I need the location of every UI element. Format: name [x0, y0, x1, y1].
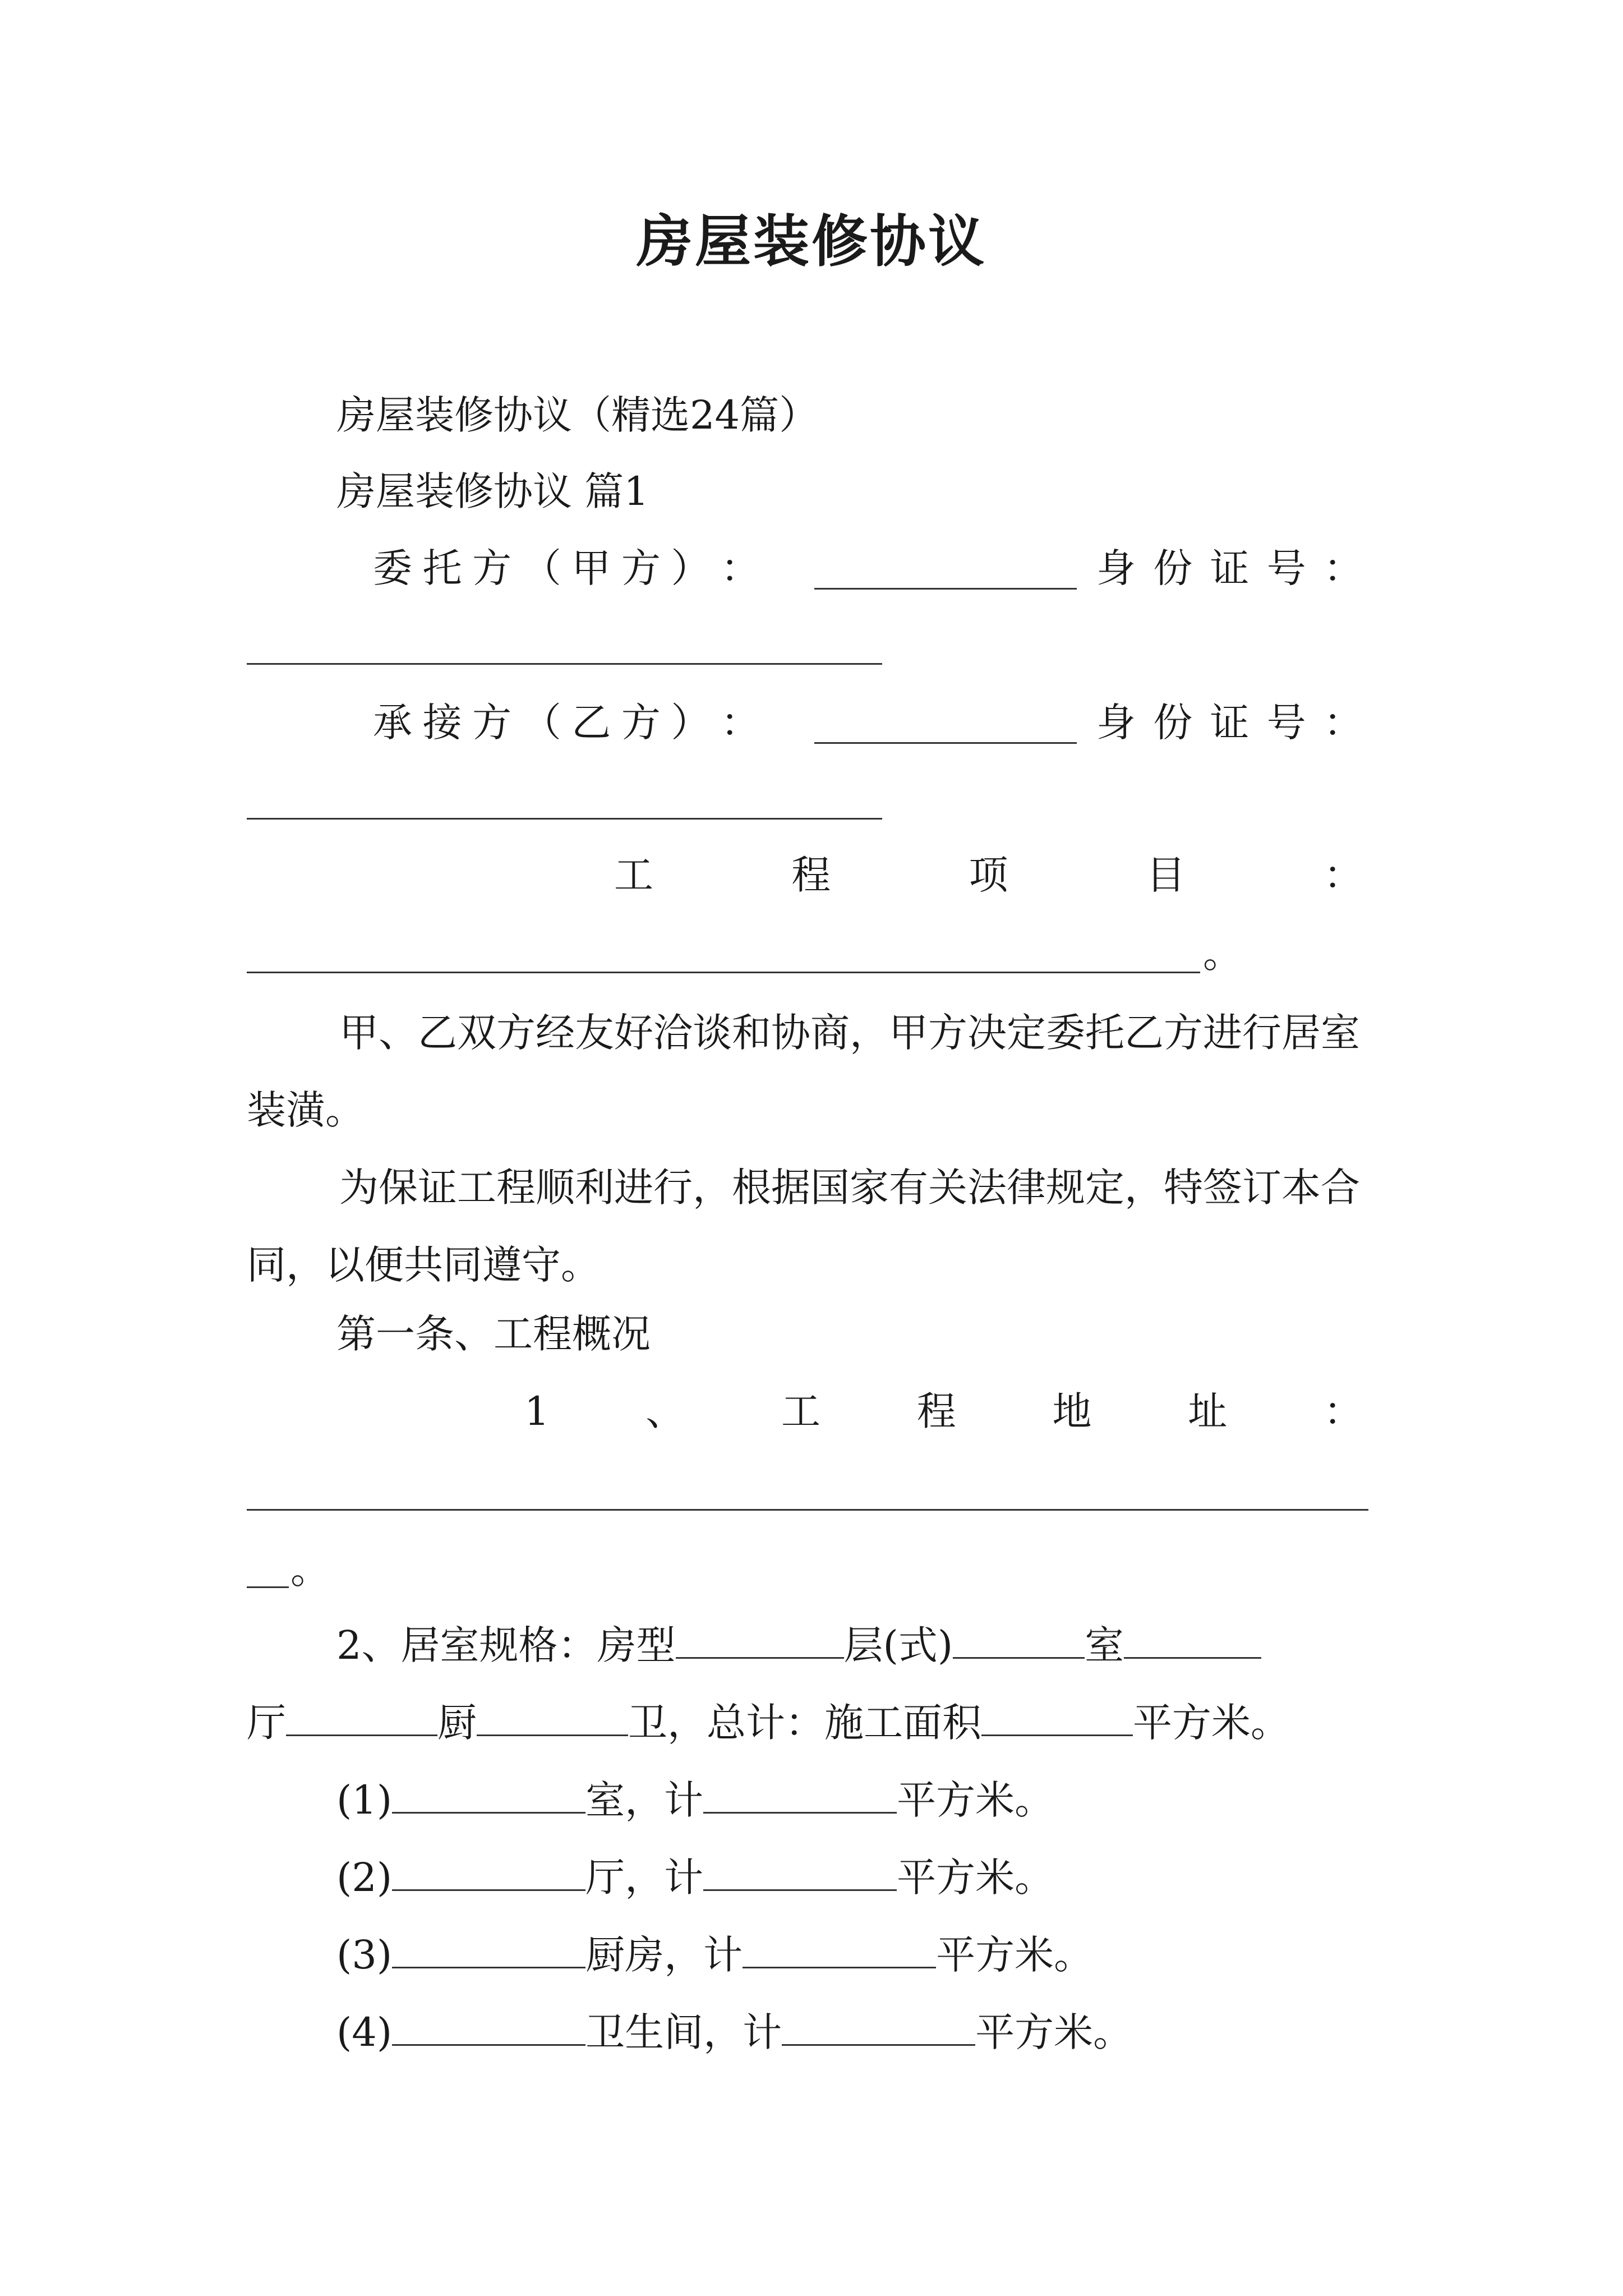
item-line-1: (1) 室，计 平方米。 [336, 1772, 1054, 1828]
room-count-blank[interactable] [1124, 1618, 1261, 1659]
room-type-blank[interactable] [676, 1618, 844, 1659]
party-b-id-label: 身 份 证 号 ： [1096, 700, 1363, 746]
item-1-blank[interactable] [392, 1773, 585, 1814]
item-2-blank[interactable] [392, 1850, 585, 1891]
project-end-mark: 。 [1203, 931, 1242, 977]
part-heading: 房屋装修协议 篇1 [336, 468, 649, 514]
item-4-area-blank[interactable] [782, 2005, 975, 2046]
party-b-name-blank[interactable] [814, 742, 1077, 744]
item-line-4: (4) 卫生间，计 平方米。 [336, 2004, 1132, 2060]
document-title: 房屋装修协议 [637, 208, 986, 274]
spec-line-1: 2、居室规格：房型 层(式) 室 [336, 1617, 1261, 1673]
party-b-label: 承 接 方 （ 乙 方 ） ： [373, 700, 760, 746]
party-b-id-blank[interactable] [247, 818, 882, 820]
item-line-3: (3) 厨房，计 平方米。 [336, 1927, 1093, 1983]
party-a-id-blank[interactable] [247, 663, 882, 665]
address-blank[interactable] [247, 1509, 1368, 1511]
address-label: 1 、 工 程 地 址 ： [524, 1388, 1363, 1434]
subtitle: 房屋装修协议（精选24篇） [336, 392, 819, 438]
item-2-area-blank[interactable] [703, 1850, 897, 1891]
party-a-id-label: 身 份 证 号 ： [1096, 545, 1363, 591]
address-end-mark: 。 [291, 1547, 330, 1593]
item-3-blank[interactable] [392, 1927, 585, 1968]
item-1-area-blank[interactable] [703, 1773, 897, 1814]
hall-count-blank[interactable] [286, 1695, 437, 1736]
item-line-2: (2) 厅，计 平方米。 [336, 1849, 1054, 1906]
total-area-blank[interactable] [981, 1695, 1133, 1736]
party-a-label: 委 托 方 （ 甲 方 ） ： [373, 545, 760, 591]
intro-paragraph-1: 甲、乙双方经友好洽谈和协商，甲方决定委托乙方进行居室装潢。 [247, 1010, 1360, 1133]
address-blank-continued[interactable] [247, 1586, 289, 1588]
item-4-blank[interactable] [392, 2005, 585, 2046]
kitchen-count-blank[interactable] [477, 1695, 628, 1736]
project-label: 工 程 项 目 ： [614, 852, 1363, 898]
party-a-name-blank[interactable] [814, 588, 1077, 590]
item-3-area-blank[interactable] [743, 1927, 936, 1968]
intro-paragraph-2: 为保证工程顺利进行，根据国家有关法律规定，特签订本合同，以便共同遵守。 [247, 1165, 1360, 1288]
project-blank[interactable] [247, 972, 1200, 973]
spec-line-2: 厅 厨 卫，总计：施工面积 平方米。 [247, 1695, 1290, 1751]
article-1-heading: 第一条、工程概况 [336, 1311, 651, 1357]
floor-blank[interactable] [953, 1618, 1085, 1659]
